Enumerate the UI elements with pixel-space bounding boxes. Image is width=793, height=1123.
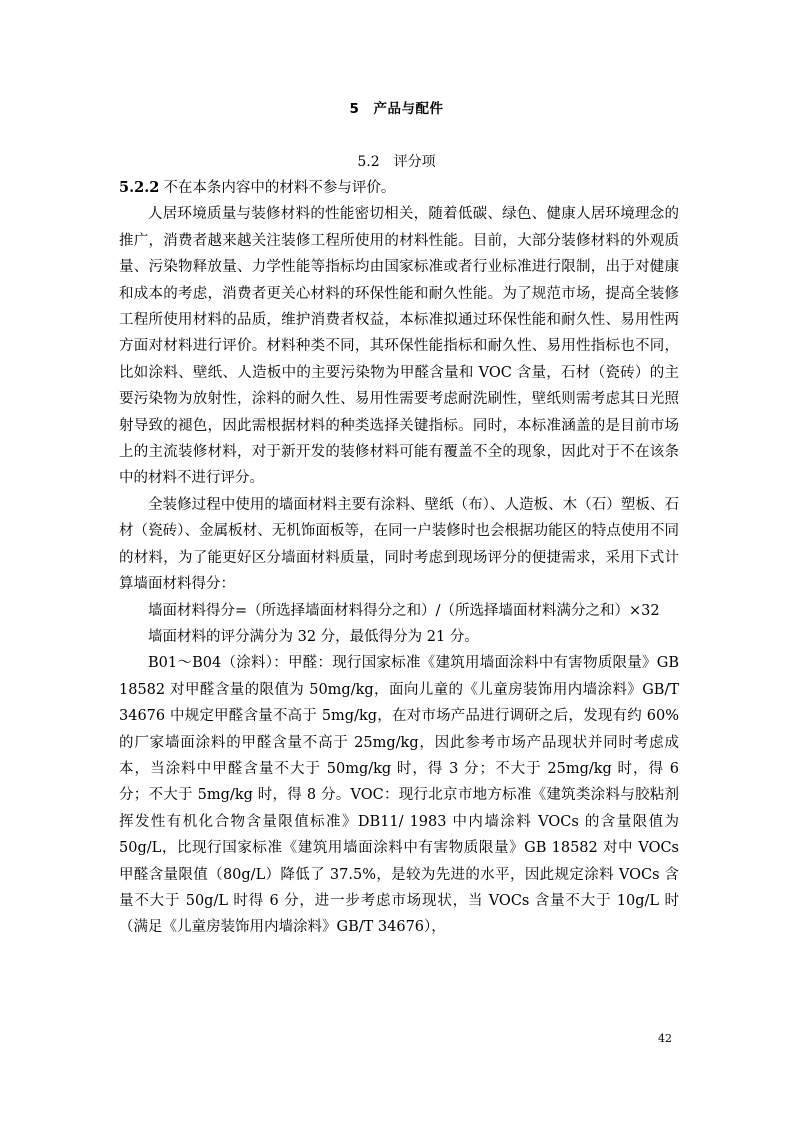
section-title-text: 评分项: [393, 154, 436, 170]
paragraph-coating-criteria: B01～B04（涂料）：甲醛：现行国家标准《建筑用墙面涂料中有害物质限量》GB 18582 对甲醛含量的限值为 50mg/kg，面向儿童的《儿童房装饰用内墙涂料》GB/T 34676 中规定甲醛含量不高于 5mg/kg，在对市场产品进行调研之后，发现有约 60%的厂家墙面涂料的甲醛含量不高于 25mg/kg，因此参考市场产品现状并同时考虑成本，当涂料中甲醛含量不大于 50mg/kg 时，得 3 分；不大于 25mg/kg 时，得 6 分；不大于 5mg/kg 时，得 8 分。VOC：现行北京市地方标准《建筑类涂料与胶粘剂挥发性有机化合物含量限值标准》DB11/ 1983 中内墙涂料 VOCs 的含量限值为 50g/L，比现行国家标准《建筑用墙面涂料中有害物质限量》GB 18582 对中 VOCs 甲醛含量限值（80g/L）降低了 37.5%，是较为先进的水平，因此规定涂料 VOCs 含量不大于 50g/L 时得 6 分，进一步考虑市场现状，当 VOCs 含量不大于 10g/L 时（满足《儿童房装饰用内墙涂料》GB/T 34676），: [119, 655, 679, 936]
clause-text: 不在本条内容中的材料不参与评价。: [163, 180, 396, 196]
page-number: 42: [658, 1032, 672, 1045]
paragraph-score-range: 墙面材料的评分满分为 32 分，最低得分为 21 分。: [148, 628, 479, 645]
paragraph-wall-materials: 全装修过程中使用的墙面材料主要有涂料、壁纸（布）、人造板、木（石）塑板、石材（瓷砖）、金属板材、无机饰面板等，在同一户装修时也会根据功能区的特点使用不同的材料，为了能更好区分墙面材料质量，同时考虑到现场评分的便捷需求，采用下式计算墙面材料得分：: [119, 496, 679, 593]
clause-paragraph: [119, 175, 679, 201]
section-number: 5.2: [357, 154, 380, 170]
paragraph-material-overview: 人居环境质量与装修材料的性能密切相关，随着低碳、绿色、健康人居环境理念的推广，消费者越来越关注装修工程所使用的材料性能。目前，大部分装修材料的外观质量、污染物释放量、力学性能等指标均由国家标准或者行业标准进行限制，出于对健康和成本的考虑，消费者更关心材料的环保性能和耐久性能。为了规范市场，提高全装修工程所使用材料的品质，维护消费者权益，本标准拟通过环保性能和耐久性、易用性两方面对材料进行评价。材料种类不同，其环保性能指标和耐久性、易用性指标也不同，比如涂料、壁纸、人造板中的主要污染物为甲醛含量和 VOC 含量，石材（瓷砖）的主要污染物为放射性，涂料的耐久性、易用性需要考虑耐洗刷性，壁纸则需考虑其日光照射导致的褪色，因此需根据材料的种类选择关键指标。同时，本标准涵盖的是目前市场上的主流装修材料，对于新开发的装修材料可能有覆盖不全的现象，因此对于不在该条中的材料不进行评分。: [119, 206, 679, 487]
chapter-title-text: 产品与配件: [373, 101, 444, 117]
chapter-heading: [0, 97, 793, 117]
section-heading: [0, 151, 793, 171]
body-text: [119, 175, 679, 941]
clause-number: 5.2.2: [119, 179, 160, 196]
chapter-number: 5: [349, 101, 360, 117]
paragraph-score-formula: 墙面材料得分=（所选择墙面材料得分之和）/（所选择墙面材料满分之和）×32: [148, 602, 660, 619]
